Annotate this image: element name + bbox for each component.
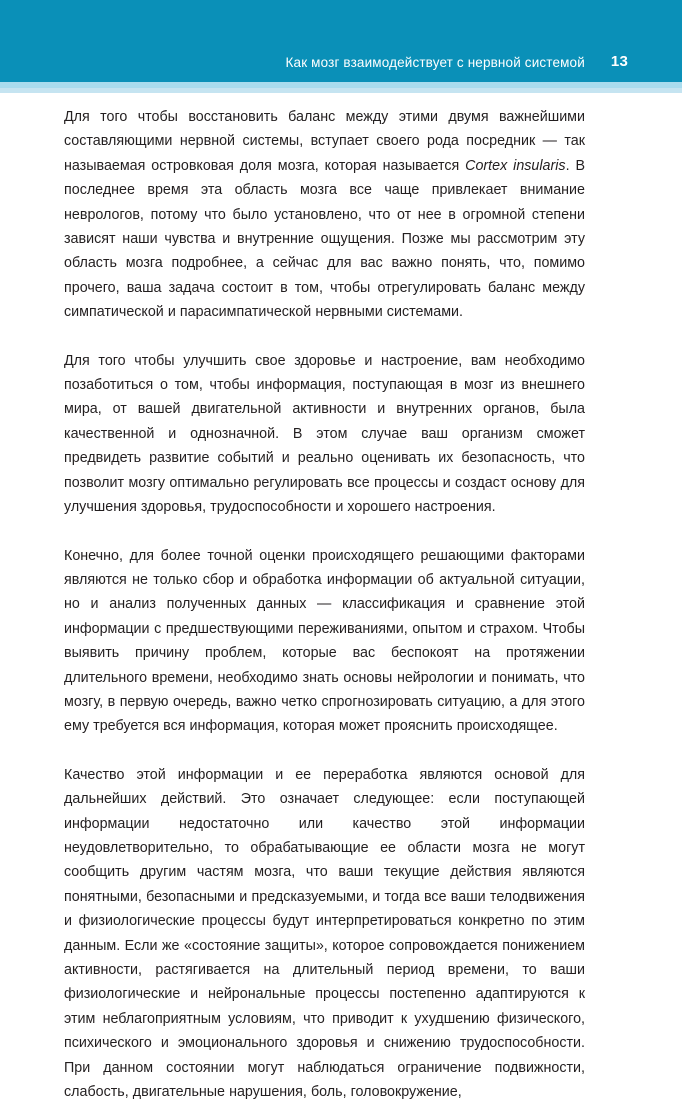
header-rule-lower — [0, 88, 682, 93]
chapter-title: Как мозг взаимодействует с нервной системой — [285, 55, 585, 70]
body-text-column — [64, 105, 585, 1104]
text-run: Качество этой информации и ее переработка являются основой для дальнейших действий. Это означает следующее: если поступающей информации недостаточно или качество этой информации неудовлетворительно, то обрабатывающие ее области мозга не могут сообщить другим частям мозга, что ваши текущие действия являются понятными, безопасными и предсказуемыми, и тогда все ваши телодвижения и физиологические процессы будут интерпретироваться конкретно по этим данным. Если же «состояние защиты», которое сопровождается понижением активности, растягивается на длительный период времени, то ваши физиологические и нейрональные процессы постепенно адаптируются к этим неблагоприятным условиям, что приводит к ухудшению физического, психического и эмоционального здоровья и снижению трудоспособности. При данном состоянии могут наблюдаться ограничение подвижности, слабость, двигательные нарушения, боль, головокружение, — [64, 766, 585, 1101]
paragraph — [64, 763, 585, 1104]
text-run: . В последнее время эта область мозга все чаще привлекает внимание неврологов, потому что было установлено, что от нее в огромной степени зависят наши чувства и внутренние ощущения. Позже мы рассмотрим эту область мозга подробнее, а сейчас для вас важно понять, что, помимо прочего, ваша задача состоит в том, чтобы отрегулировать баланс между симпатической и парасимпатической нервными системами. — [64, 157, 585, 321]
paragraph — [64, 349, 585, 520]
page-number: 13 — [610, 53, 628, 70]
text-run: Конечно, для более точной оценки происходящего решающими факторами являются не только сбор и обработка информации об актуальной ситуации, но и анализ полученных данных — классификация и сравнение этой информации с предшествующими переживаниями, опытом и страхом. Чтобы выявить причину проблем, которые вас беспокоят на протяжении длительного времени, необходимо знать основы нейрологии и понимать, что мозгу, в первую очередь, важно четко спрогнозировать ситуацию, а для этого ему требуется вся информация, которая может прояснить происходящее. — [64, 547, 585, 735]
text-run: Для того чтобы восстановить баланс между этими двумя важнейшими составляющими нервной системы, вступает своего рода посредник — так называемая островковая доля мозга, которая называется — [64, 109, 585, 174]
paragraph — [64, 544, 585, 739]
paragraph — [64, 105, 585, 325]
text-run: Для того чтобы улучшить свое здоровье и настроение, вам необходимо позаботиться о том, чтобы информация, поступающая в мозг из внешнего мира, от вашей двигательной активности и внутренних органов, была качественной и однозначной. В этом случае ваш организм сможет предвидеть развитие событий и реально оценивать их безопасность, что позволит мозгу оптимально регулировать все процессы и создаст основу для улучшения здоровья, трудоспособности и хорошего настроения. — [64, 352, 585, 516]
latin-term-italic: Cortex insularis — [465, 157, 566, 174]
running-header — [0, 0, 682, 82]
